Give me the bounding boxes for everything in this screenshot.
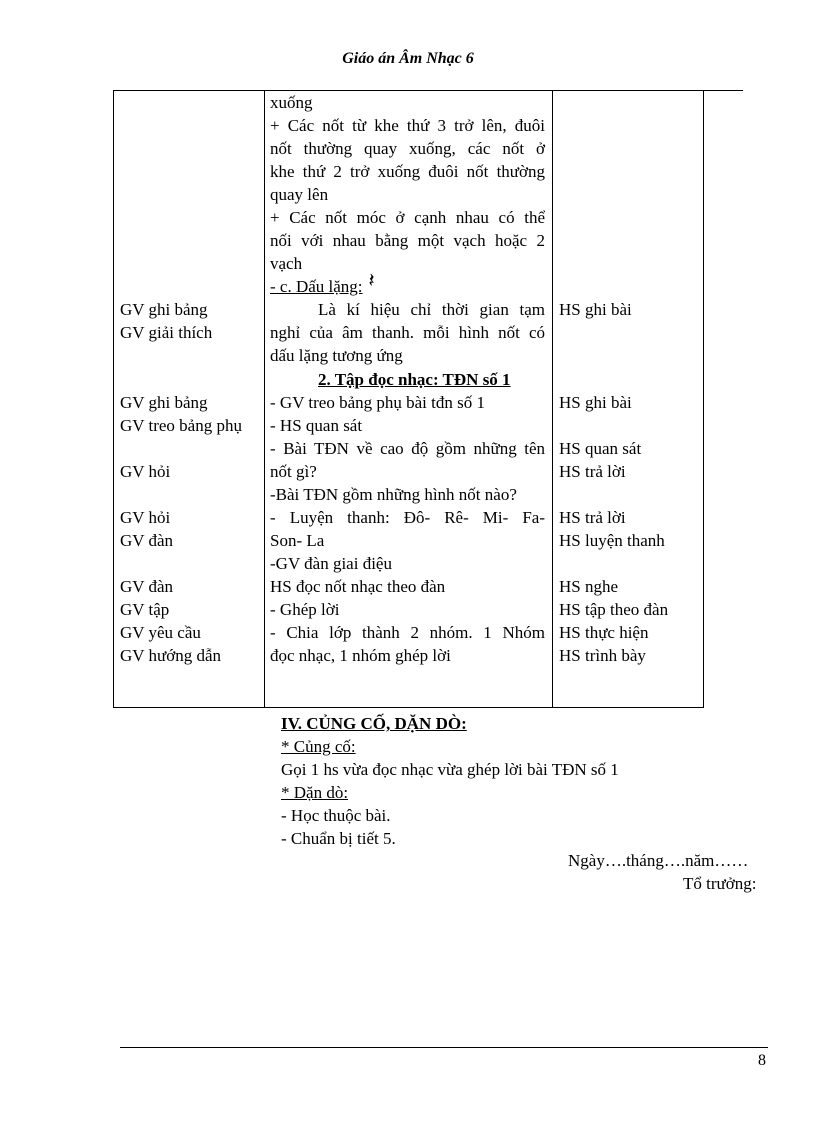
student-activity: HS ghi bài: [559, 393, 632, 412]
homework-item: - Chuẩn bị tiết 5.: [281, 829, 396, 848]
table-bottom-border: [113, 707, 704, 708]
teacher-activity: GV giải thích: [120, 323, 213, 342]
table-middle-line: - GV treo bảng phụ bài tđn số 1: [270, 393, 485, 412]
table-middle-line: đọc nhạc, 1 nhóm ghép lời: [270, 646, 451, 665]
table-middle-line: nối với nhau bằng một vạch hoặc 2: [270, 231, 545, 250]
table-border-left: [113, 90, 114, 707]
table-middle-line: Son- La: [270, 531, 325, 550]
table-border-col3: [552, 90, 553, 707]
table-middle-line: nghỉ của âm thanh. mỗi hình nốt có: [270, 323, 545, 342]
table-middle-line: -GV đàn giai điệu: [270, 554, 392, 573]
teacher-activity: GV đàn: [120, 577, 174, 596]
table-middle-line: + Các nốt từ khe thứ 3 trở lên, đuôi: [270, 116, 545, 135]
student-activity: HS nghe: [559, 577, 619, 596]
teacher-activity: GV hướng dẫn: [120, 646, 221, 665]
section-heading-tdn: 2. Tập đọc nhạc: TĐN số 1: [318, 370, 511, 389]
table-middle-line: dấu lặng tương ứng: [270, 346, 403, 365]
table-border-col2: [264, 90, 265, 707]
student-activity: HS luyện thanh: [559, 531, 665, 550]
rest-heading-label: - c. Dấu lặng:: [270, 277, 363, 296]
rest-symbol-icon: 𝄽: [368, 270, 375, 292]
page-header-title: Giáo án Âm Nhạc 6: [342, 50, 474, 67]
signature-title: Tổ trưởng:: [683, 874, 757, 893]
rest-heading: [270, 270, 375, 298]
section-heading: IV. CỦNG CỐ, DẶN DÒ:: [281, 714, 467, 733]
table-middle-line: - Luyện thanh: Đô- Rê- Mi- Fa-: [270, 508, 545, 527]
table-border-right: [703, 90, 704, 707]
table-middle-line: HS đọc nốt nhạc theo đàn: [270, 577, 446, 596]
teacher-activity: GV ghi bảng: [120, 300, 208, 319]
student-activity: HS thực hiện: [559, 623, 649, 642]
table-middle-line: - Bài TĐN về cao độ gồm những tên: [270, 439, 545, 458]
teacher-activity: GV ghi bảng: [120, 393, 208, 412]
table-middle-line: + Các nốt móc ở cạnh nhau có thể: [270, 208, 545, 227]
table-middle-line: quay lên: [270, 185, 329, 204]
teacher-activity: GV hỏi: [120, 508, 171, 527]
table-middle-line: nốt gì?: [270, 462, 317, 481]
signature-date: Ngày….tháng….năm……: [568, 851, 749, 870]
teacher-activity: GV treo bảng phụ: [120, 416, 242, 435]
table-middle-line: - Chia lớp thành 2 nhóm. 1 Nhóm: [270, 623, 545, 642]
table-middle-line: xuống: [270, 93, 313, 112]
student-activity: HS ghi bài: [559, 300, 632, 319]
page-number: 8: [758, 1052, 766, 1069]
homework-subheading: * Dặn dò:: [281, 783, 349, 802]
footer-rule: [120, 1047, 768, 1048]
student-activity: HS trình bày: [559, 646, 646, 665]
teacher-activity: GV yêu cầu: [120, 623, 201, 642]
teacher-activity: GV hỏi: [120, 462, 171, 481]
homework-item: - Học thuộc bài.: [281, 806, 391, 825]
student-activity: HS trả lời: [559, 462, 626, 481]
table-middle-line: - Ghép lời: [270, 600, 340, 619]
review-subheading: * Củng cố:: [281, 737, 356, 756]
teacher-activity: GV đàn: [120, 531, 174, 550]
teacher-activity: GV tập: [120, 600, 170, 619]
table-middle-line: nốt thường quay xuống, các nốt ở: [270, 139, 545, 158]
student-activity: HS quan sát: [559, 439, 642, 458]
student-activity: HS tập theo đàn: [559, 600, 669, 619]
table-middle-line: vạch: [270, 254, 303, 273]
student-activity: HS trả lời: [559, 508, 626, 527]
table-middle-line: khe thứ 2 trở xuống đuôi nốt thường: [270, 162, 545, 181]
review-text: Gọi 1 hs vừa đọc nhạc vừa ghép lời bài TĐN số 1: [281, 760, 619, 779]
table-middle-line: - HS quan sát: [270, 416, 363, 435]
table-middle-line: Là kí hiệu chỉ thời gian tạm: [318, 300, 545, 319]
table-middle-line: -Bài TĐN gồm những hình nốt nào?: [270, 485, 517, 504]
